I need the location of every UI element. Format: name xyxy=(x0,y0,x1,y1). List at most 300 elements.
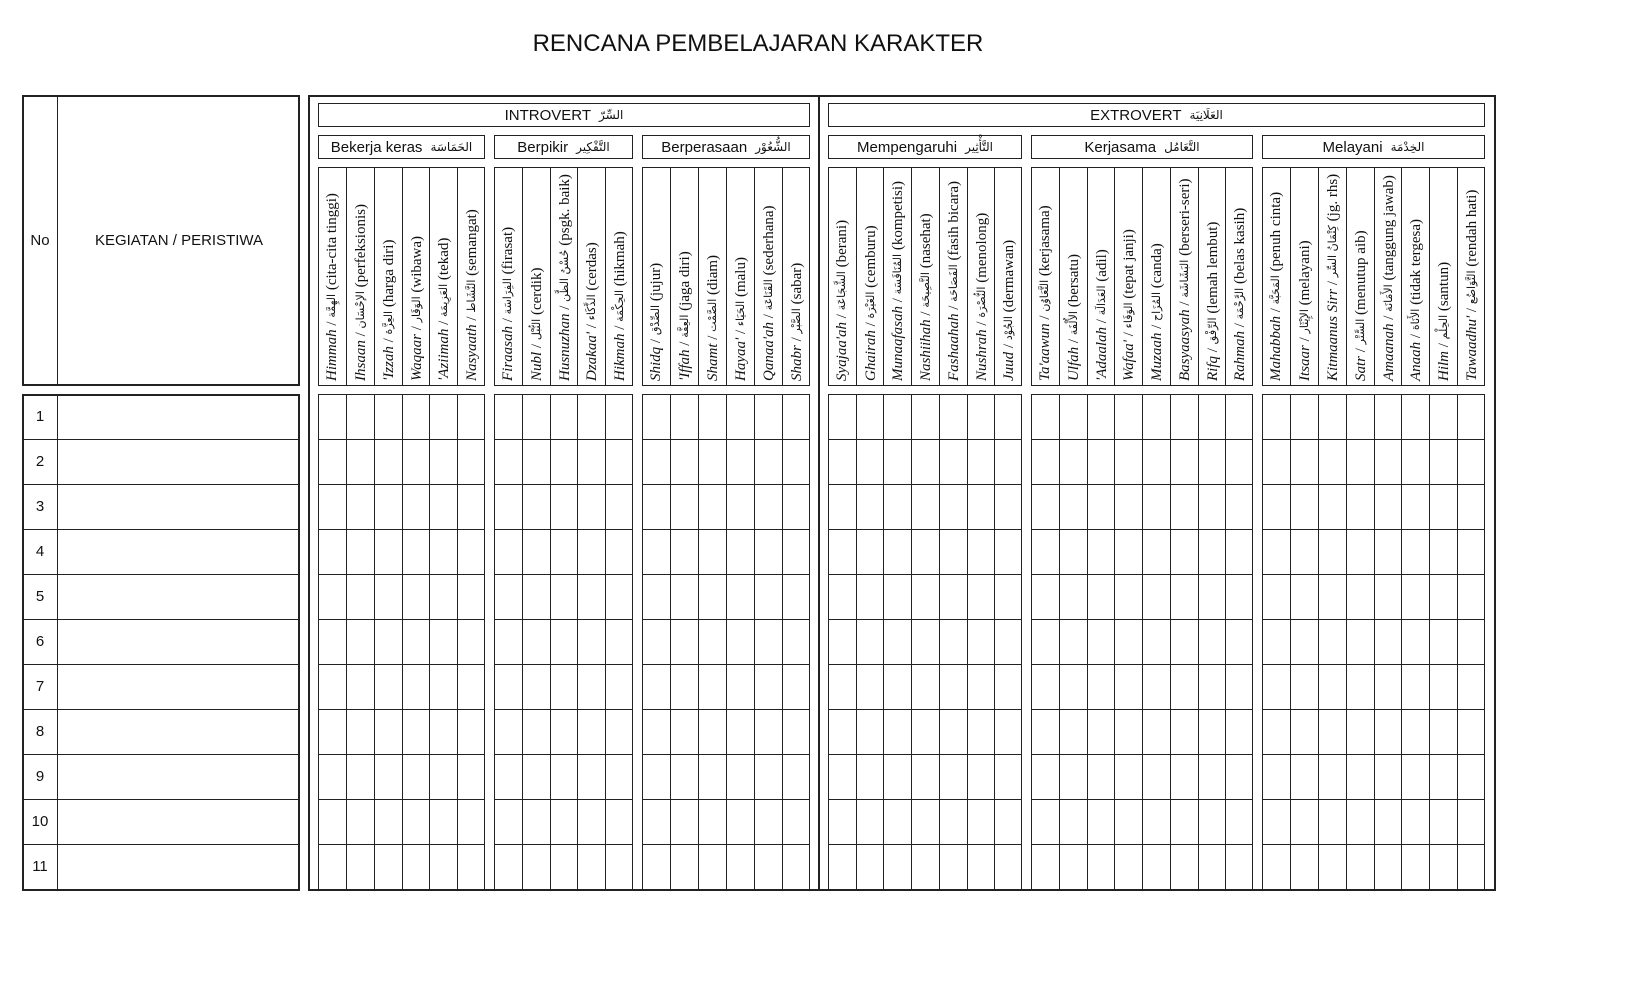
check-cell[interactable] xyxy=(402,574,430,619)
check-cell[interactable] xyxy=(550,799,578,844)
check-cell[interactable] xyxy=(1262,529,1290,574)
check-cell[interactable] xyxy=(754,799,782,844)
check-cell[interactable] xyxy=(1114,844,1142,889)
check-cell[interactable] xyxy=(1429,844,1457,889)
check-cell[interactable] xyxy=(1429,439,1457,484)
check-cell[interactable] xyxy=(374,619,402,664)
check-cell[interactable] xyxy=(1457,754,1485,799)
check-cell[interactable] xyxy=(1318,799,1346,844)
check-cell[interactable] xyxy=(1031,709,1059,754)
check-cell[interactable] xyxy=(1225,799,1253,844)
check-cell[interactable] xyxy=(374,394,402,439)
check-cell[interactable] xyxy=(605,709,633,754)
check-cell[interactable] xyxy=(374,799,402,844)
check-cell[interactable] xyxy=(1262,709,1290,754)
check-cell[interactable] xyxy=(429,754,457,799)
check-cell[interactable] xyxy=(1059,754,1087,799)
check-cell[interactable] xyxy=(883,484,911,529)
check-cell[interactable] xyxy=(1290,484,1318,529)
check-cell[interactable] xyxy=(1170,529,1198,574)
check-cell[interactable] xyxy=(318,844,346,889)
check-cell[interactable] xyxy=(883,709,911,754)
activity-cell[interactable] xyxy=(58,799,300,844)
check-cell[interactable] xyxy=(1142,664,1170,709)
check-cell[interactable] xyxy=(522,619,550,664)
check-cell[interactable] xyxy=(726,754,754,799)
check-cell[interactable] xyxy=(1114,529,1142,574)
check-cell[interactable] xyxy=(1429,394,1457,439)
check-cell[interactable] xyxy=(698,754,726,799)
check-cell[interactable] xyxy=(782,844,810,889)
check-cell[interactable] xyxy=(522,709,550,754)
check-cell[interactable] xyxy=(1262,844,1290,889)
check-cell[interactable] xyxy=(911,619,939,664)
check-cell[interactable] xyxy=(1290,664,1318,709)
check-cell[interactable] xyxy=(911,844,939,889)
activity-cell[interactable] xyxy=(58,754,300,799)
check-cell[interactable] xyxy=(522,574,550,619)
check-cell[interactable] xyxy=(1198,529,1226,574)
check-cell[interactable] xyxy=(939,844,967,889)
check-cell[interactable] xyxy=(1031,754,1059,799)
check-cell[interactable] xyxy=(994,799,1022,844)
check-cell[interactable] xyxy=(522,394,550,439)
check-cell[interactable] xyxy=(550,754,578,799)
check-cell[interactable] xyxy=(828,844,856,889)
check-cell[interactable] xyxy=(605,484,633,529)
check-cell[interactable] xyxy=(429,484,457,529)
check-cell[interactable] xyxy=(1114,394,1142,439)
check-cell[interactable] xyxy=(911,439,939,484)
check-cell[interactable] xyxy=(642,844,670,889)
check-cell[interactable] xyxy=(883,619,911,664)
check-cell[interactable] xyxy=(967,484,995,529)
check-cell[interactable] xyxy=(782,394,810,439)
check-cell[interactable] xyxy=(494,709,522,754)
check-cell[interactable] xyxy=(642,709,670,754)
check-cell[interactable] xyxy=(670,394,698,439)
check-cell[interactable] xyxy=(967,844,995,889)
check-cell[interactable] xyxy=(967,799,995,844)
check-cell[interactable] xyxy=(939,574,967,619)
check-cell[interactable] xyxy=(642,394,670,439)
check-cell[interactable] xyxy=(522,664,550,709)
check-cell[interactable] xyxy=(1142,754,1170,799)
check-cell[interactable] xyxy=(726,394,754,439)
check-cell[interactable] xyxy=(1318,574,1346,619)
check-cell[interactable] xyxy=(1374,844,1402,889)
check-cell[interactable] xyxy=(1059,799,1087,844)
check-cell[interactable] xyxy=(605,799,633,844)
check-cell[interactable] xyxy=(698,799,726,844)
check-cell[interactable] xyxy=(1114,664,1142,709)
check-cell[interactable] xyxy=(318,799,346,844)
check-cell[interactable] xyxy=(1290,709,1318,754)
check-cell[interactable] xyxy=(726,664,754,709)
activity-cell[interactable] xyxy=(58,619,300,664)
check-cell[interactable] xyxy=(1198,799,1226,844)
check-cell[interactable] xyxy=(1087,754,1115,799)
check-cell[interactable] xyxy=(883,394,911,439)
check-cell[interactable] xyxy=(1374,484,1402,529)
check-cell[interactable] xyxy=(1059,439,1087,484)
check-cell[interactable] xyxy=(698,664,726,709)
check-cell[interactable] xyxy=(494,664,522,709)
check-cell[interactable] xyxy=(1374,574,1402,619)
check-cell[interactable] xyxy=(1346,754,1374,799)
check-cell[interactable] xyxy=(429,799,457,844)
check-cell[interactable] xyxy=(1318,709,1346,754)
check-cell[interactable] xyxy=(670,709,698,754)
activity-cell[interactable] xyxy=(58,844,300,889)
check-cell[interactable] xyxy=(754,619,782,664)
check-cell[interactable] xyxy=(1374,754,1402,799)
check-cell[interactable] xyxy=(1114,709,1142,754)
check-cell[interactable] xyxy=(1059,484,1087,529)
check-cell[interactable] xyxy=(967,709,995,754)
check-cell[interactable] xyxy=(1198,754,1226,799)
check-cell[interactable] xyxy=(1059,394,1087,439)
check-cell[interactable] xyxy=(698,439,726,484)
check-cell[interactable] xyxy=(346,619,374,664)
activity-cell[interactable] xyxy=(58,709,300,754)
check-cell[interactable] xyxy=(1142,529,1170,574)
check-cell[interactable] xyxy=(605,754,633,799)
check-cell[interactable] xyxy=(911,394,939,439)
check-cell[interactable] xyxy=(1198,664,1226,709)
check-cell[interactable] xyxy=(1170,574,1198,619)
check-cell[interactable] xyxy=(1290,529,1318,574)
check-cell[interactable] xyxy=(1374,709,1402,754)
check-cell[interactable] xyxy=(1429,619,1457,664)
check-cell[interactable] xyxy=(1225,844,1253,889)
check-cell[interactable] xyxy=(550,664,578,709)
check-cell[interactable] xyxy=(939,709,967,754)
check-cell[interactable] xyxy=(1346,664,1374,709)
check-cell[interactable] xyxy=(1429,574,1457,619)
check-cell[interactable] xyxy=(550,844,578,889)
check-cell[interactable] xyxy=(967,619,995,664)
check-cell[interactable] xyxy=(1318,439,1346,484)
check-cell[interactable] xyxy=(1318,844,1346,889)
check-cell[interactable] xyxy=(1087,529,1115,574)
check-cell[interactable] xyxy=(1114,754,1142,799)
check-cell[interactable] xyxy=(782,799,810,844)
check-cell[interactable] xyxy=(605,844,633,889)
check-cell[interactable] xyxy=(494,394,522,439)
check-cell[interactable] xyxy=(1457,799,1485,844)
check-cell[interactable] xyxy=(346,844,374,889)
activity-cell[interactable] xyxy=(58,484,300,529)
check-cell[interactable] xyxy=(1198,844,1226,889)
check-cell[interactable] xyxy=(642,484,670,529)
check-cell[interactable] xyxy=(1262,619,1290,664)
check-cell[interactable] xyxy=(994,844,1022,889)
check-cell[interactable] xyxy=(1318,619,1346,664)
check-cell[interactable] xyxy=(670,844,698,889)
check-cell[interactable] xyxy=(642,754,670,799)
check-cell[interactable] xyxy=(1401,394,1429,439)
check-cell[interactable] xyxy=(522,529,550,574)
check-cell[interactable] xyxy=(402,439,430,484)
check-cell[interactable] xyxy=(782,754,810,799)
check-cell[interactable] xyxy=(1170,844,1198,889)
check-cell[interactable] xyxy=(670,439,698,484)
check-cell[interactable] xyxy=(856,619,884,664)
check-cell[interactable] xyxy=(856,844,884,889)
check-cell[interactable] xyxy=(1031,394,1059,439)
check-cell[interactable] xyxy=(577,619,605,664)
check-cell[interactable] xyxy=(994,709,1022,754)
activity-cell[interactable] xyxy=(58,529,300,574)
check-cell[interactable] xyxy=(1087,484,1115,529)
check-cell[interactable] xyxy=(494,439,522,484)
check-cell[interactable] xyxy=(1346,484,1374,529)
check-cell[interactable] xyxy=(828,439,856,484)
check-cell[interactable] xyxy=(1170,664,1198,709)
check-cell[interactable] xyxy=(550,709,578,754)
check-cell[interactable] xyxy=(1318,664,1346,709)
check-cell[interactable] xyxy=(883,664,911,709)
check-cell[interactable] xyxy=(1225,529,1253,574)
check-cell[interactable] xyxy=(1198,394,1226,439)
check-cell[interactable] xyxy=(374,844,402,889)
check-cell[interactable] xyxy=(1318,754,1346,799)
check-cell[interactable] xyxy=(967,754,995,799)
check-cell[interactable] xyxy=(1401,664,1429,709)
check-cell[interactable] xyxy=(1114,439,1142,484)
check-cell[interactable] xyxy=(670,619,698,664)
check-cell[interactable] xyxy=(1346,529,1374,574)
check-cell[interactable] xyxy=(911,754,939,799)
check-cell[interactable] xyxy=(1262,394,1290,439)
check-cell[interactable] xyxy=(577,664,605,709)
check-cell[interactable] xyxy=(856,754,884,799)
check-cell[interactable] xyxy=(1262,754,1290,799)
check-cell[interactable] xyxy=(726,799,754,844)
check-cell[interactable] xyxy=(994,754,1022,799)
check-cell[interactable] xyxy=(1346,619,1374,664)
check-cell[interactable] xyxy=(1346,439,1374,484)
check-cell[interactable] xyxy=(1198,709,1226,754)
check-cell[interactable] xyxy=(1114,484,1142,529)
check-cell[interactable] xyxy=(577,574,605,619)
check-cell[interactable] xyxy=(1170,619,1198,664)
check-cell[interactable] xyxy=(494,484,522,529)
check-cell[interactable] xyxy=(1429,799,1457,844)
check-cell[interactable] xyxy=(1429,709,1457,754)
check-cell[interactable] xyxy=(883,754,911,799)
check-cell[interactable] xyxy=(1374,664,1402,709)
check-cell[interactable] xyxy=(429,844,457,889)
check-cell[interactable] xyxy=(642,439,670,484)
check-cell[interactable] xyxy=(457,574,485,619)
check-cell[interactable] xyxy=(754,754,782,799)
check-cell[interactable] xyxy=(939,799,967,844)
check-cell[interactable] xyxy=(856,664,884,709)
check-cell[interactable] xyxy=(1087,664,1115,709)
check-cell[interactable] xyxy=(1170,799,1198,844)
check-cell[interactable] xyxy=(1457,619,1485,664)
check-cell[interactable] xyxy=(754,439,782,484)
check-cell[interactable] xyxy=(346,439,374,484)
check-cell[interactable] xyxy=(782,709,810,754)
check-cell[interactable] xyxy=(1198,439,1226,484)
activity-cell[interactable] xyxy=(58,574,300,619)
check-cell[interactable] xyxy=(429,574,457,619)
check-cell[interactable] xyxy=(1374,529,1402,574)
check-cell[interactable] xyxy=(1170,754,1198,799)
activity-cell[interactable] xyxy=(58,394,300,439)
check-cell[interactable] xyxy=(1142,574,1170,619)
check-cell[interactable] xyxy=(967,394,995,439)
check-cell[interactable] xyxy=(577,484,605,529)
check-cell[interactable] xyxy=(605,439,633,484)
check-cell[interactable] xyxy=(939,484,967,529)
check-cell[interactable] xyxy=(1142,439,1170,484)
check-cell[interactable] xyxy=(494,619,522,664)
check-cell[interactable] xyxy=(457,439,485,484)
check-cell[interactable] xyxy=(318,664,346,709)
check-cell[interactable] xyxy=(605,394,633,439)
check-cell[interactable] xyxy=(346,529,374,574)
check-cell[interactable] xyxy=(994,574,1022,619)
check-cell[interactable] xyxy=(402,619,430,664)
check-cell[interactable] xyxy=(1087,709,1115,754)
check-cell[interactable] xyxy=(1457,529,1485,574)
check-cell[interactable] xyxy=(1290,574,1318,619)
check-cell[interactable] xyxy=(1374,619,1402,664)
check-cell[interactable] xyxy=(828,799,856,844)
check-cell[interactable] xyxy=(1142,709,1170,754)
check-cell[interactable] xyxy=(754,484,782,529)
check-cell[interactable] xyxy=(726,619,754,664)
check-cell[interactable] xyxy=(726,844,754,889)
check-cell[interactable] xyxy=(494,799,522,844)
check-cell[interactable] xyxy=(911,484,939,529)
check-cell[interactable] xyxy=(577,844,605,889)
check-cell[interactable] xyxy=(1401,799,1429,844)
check-cell[interactable] xyxy=(754,394,782,439)
check-cell[interactable] xyxy=(605,619,633,664)
check-cell[interactable] xyxy=(911,799,939,844)
check-cell[interactable] xyxy=(994,394,1022,439)
check-cell[interactable] xyxy=(1262,574,1290,619)
check-cell[interactable] xyxy=(828,754,856,799)
check-cell[interactable] xyxy=(1290,799,1318,844)
check-cell[interactable] xyxy=(1142,844,1170,889)
check-cell[interactable] xyxy=(402,484,430,529)
check-cell[interactable] xyxy=(994,664,1022,709)
check-cell[interactable] xyxy=(318,754,346,799)
check-cell[interactable] xyxy=(457,619,485,664)
check-cell[interactable] xyxy=(883,844,911,889)
check-cell[interactable] xyxy=(754,529,782,574)
check-cell[interactable] xyxy=(1225,439,1253,484)
check-cell[interactable] xyxy=(856,799,884,844)
check-cell[interactable] xyxy=(1031,529,1059,574)
check-cell[interactable] xyxy=(994,484,1022,529)
check-cell[interactable] xyxy=(605,529,633,574)
check-cell[interactable] xyxy=(828,529,856,574)
check-cell[interactable] xyxy=(402,529,430,574)
check-cell[interactable] xyxy=(457,844,485,889)
check-cell[interactable] xyxy=(1290,619,1318,664)
check-cell[interactable] xyxy=(726,574,754,619)
check-cell[interactable] xyxy=(1346,394,1374,439)
check-cell[interactable] xyxy=(1087,574,1115,619)
check-cell[interactable] xyxy=(698,484,726,529)
check-cell[interactable] xyxy=(698,394,726,439)
check-cell[interactable] xyxy=(1059,529,1087,574)
check-cell[interactable] xyxy=(1198,484,1226,529)
check-cell[interactable] xyxy=(1457,394,1485,439)
check-cell[interactable] xyxy=(1401,754,1429,799)
check-cell[interactable] xyxy=(1318,394,1346,439)
check-cell[interactable] xyxy=(1059,619,1087,664)
check-cell[interactable] xyxy=(828,709,856,754)
check-cell[interactable] xyxy=(1429,529,1457,574)
check-cell[interactable] xyxy=(782,529,810,574)
check-cell[interactable] xyxy=(698,574,726,619)
check-cell[interactable] xyxy=(522,754,550,799)
check-cell[interactable] xyxy=(1290,844,1318,889)
check-cell[interactable] xyxy=(782,574,810,619)
check-cell[interactable] xyxy=(670,799,698,844)
check-cell[interactable] xyxy=(828,619,856,664)
check-cell[interactable] xyxy=(522,844,550,889)
check-cell[interactable] xyxy=(1346,574,1374,619)
check-cell[interactable] xyxy=(346,394,374,439)
check-cell[interactable] xyxy=(494,844,522,889)
check-cell[interactable] xyxy=(374,574,402,619)
check-cell[interactable] xyxy=(726,529,754,574)
check-cell[interactable] xyxy=(994,619,1022,664)
check-cell[interactable] xyxy=(457,664,485,709)
check-cell[interactable] xyxy=(494,754,522,799)
check-cell[interactable] xyxy=(698,529,726,574)
check-cell[interactable] xyxy=(346,574,374,619)
check-cell[interactable] xyxy=(670,529,698,574)
check-cell[interactable] xyxy=(429,439,457,484)
check-cell[interactable] xyxy=(883,529,911,574)
check-cell[interactable] xyxy=(402,664,430,709)
check-cell[interactable] xyxy=(1457,664,1485,709)
check-cell[interactable] xyxy=(494,574,522,619)
check-cell[interactable] xyxy=(754,664,782,709)
check-cell[interactable] xyxy=(1225,484,1253,529)
check-cell[interactable] xyxy=(856,439,884,484)
check-cell[interactable] xyxy=(911,574,939,619)
check-cell[interactable] xyxy=(1374,799,1402,844)
check-cell[interactable] xyxy=(1142,394,1170,439)
check-cell[interactable] xyxy=(374,754,402,799)
check-cell[interactable] xyxy=(883,439,911,484)
check-cell[interactable] xyxy=(374,529,402,574)
check-cell[interactable] xyxy=(670,754,698,799)
check-cell[interactable] xyxy=(670,664,698,709)
check-cell[interactable] xyxy=(1457,709,1485,754)
check-cell[interactable] xyxy=(1225,574,1253,619)
check-cell[interactable] xyxy=(402,754,430,799)
check-cell[interactable] xyxy=(1142,799,1170,844)
check-cell[interactable] xyxy=(346,709,374,754)
check-cell[interactable] xyxy=(346,754,374,799)
check-cell[interactable] xyxy=(1290,754,1318,799)
check-cell[interactable] xyxy=(1457,574,1485,619)
check-cell[interactable] xyxy=(1457,844,1485,889)
check-cell[interactable] xyxy=(550,529,578,574)
